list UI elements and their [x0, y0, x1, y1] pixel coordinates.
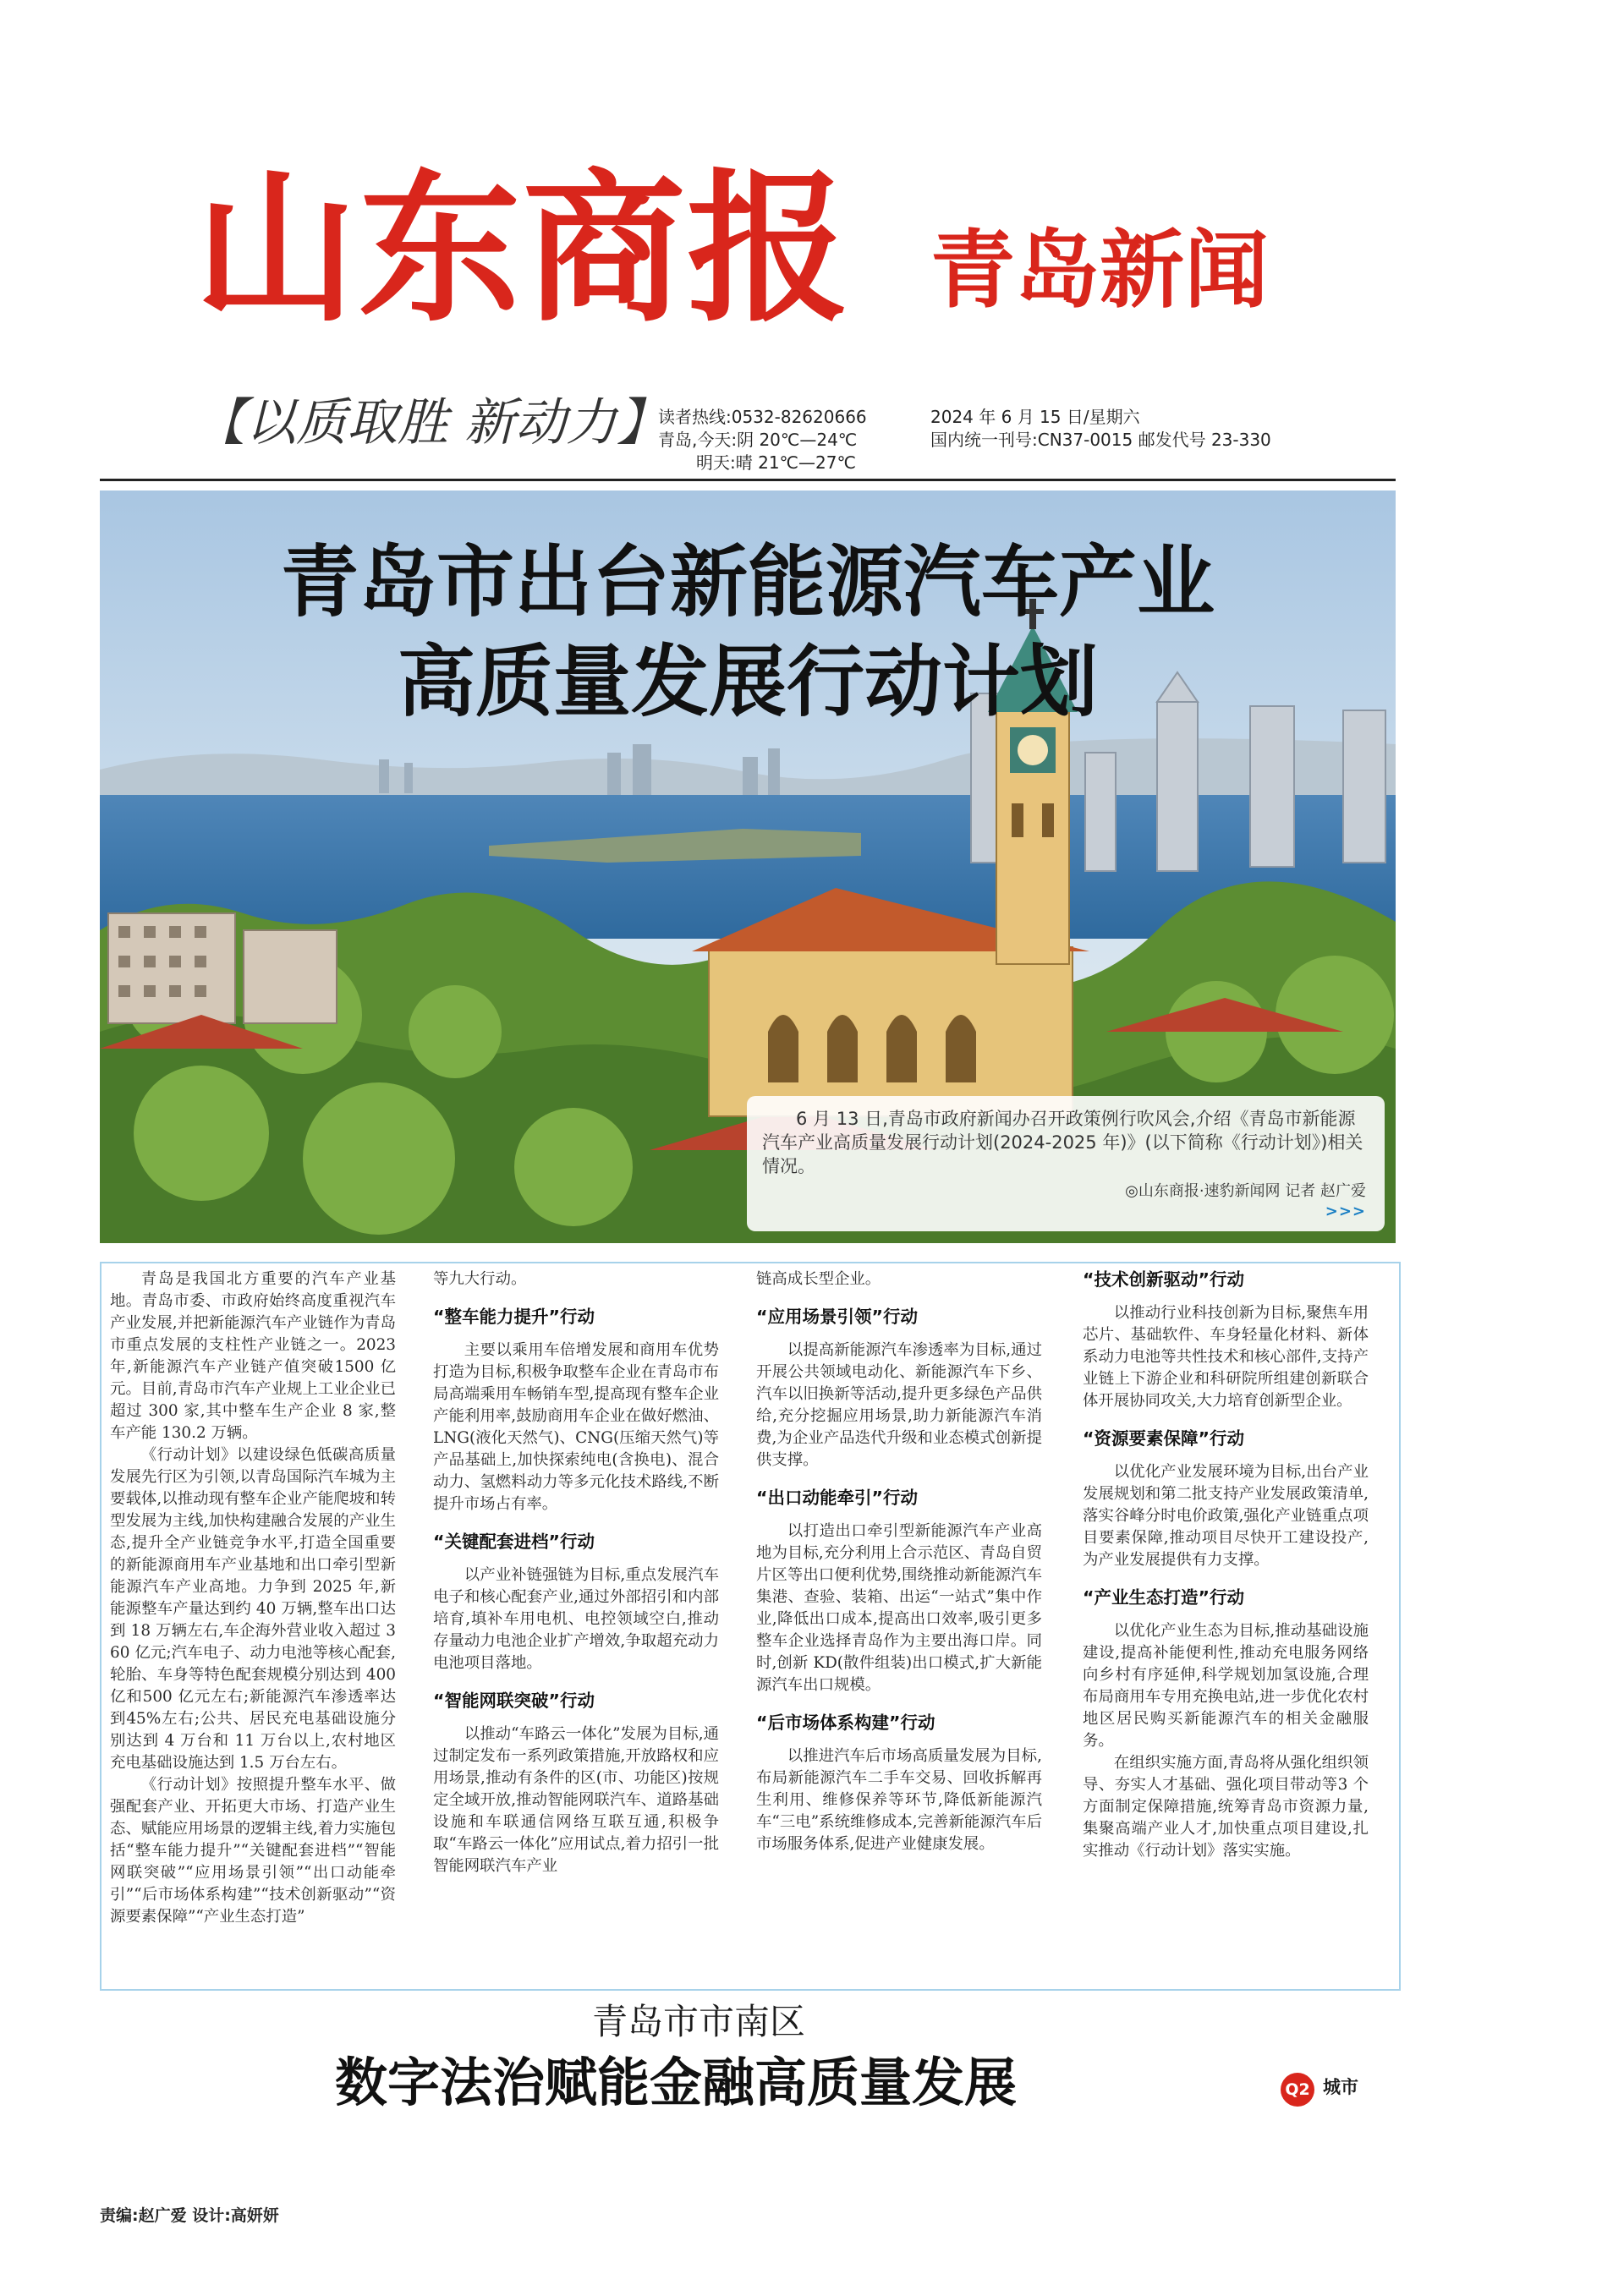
paragraph: 以产业补链强链为目标,重点发展汽车电子和核心配套产业,通过外部招引和内部培育,填补车用电机、电控领域空白,推动存量动力电池企业扩产增效,争取超充动力电池项目落地。 [433, 1566, 719, 1672]
paragraph: 以推进汽车后市场高质量发展为目标,布局新能源汽车二手车交易、回收拆解再生利用、维修保养等环节,降低新能源汽车“三电”系统维修成本,完善新能源汽车后市场服务体系,促进产业健康发展。 [756, 1747, 1042, 1853]
weather-today: 青岛,今天:阴 20℃—24℃ [658, 430, 858, 450]
section-heading: “产业生态打造”行动 [1083, 1587, 1244, 1608]
more-arrows-icon[interactable]: >>> [1325, 1203, 1366, 1220]
article-column-2 [433, 1269, 719, 1877]
article-column-1 [110, 1269, 396, 1928]
weather-tomorrow: 明天:晴 21℃—27℃ [696, 452, 856, 473]
section-heading: “应用场景引领”行动 [756, 1307, 918, 1327]
page-section-label[interactable]: 城市 [1323, 2077, 1358, 2097]
staff-credits: 责编:赵广爱 设计:高妍妍 [100, 2206, 279, 2225]
paragraph: 以推动“车路云一体化”发展为目标,通过制定发布一系列政策措施,开放路权和应用场景,推动有条件的区(市、功能区)按规定全域开放,推动智能网联汽车、道路基础设施和车联通信网络互联互通,积极争取“车路云一体化”应用试点,着力招引一批智能网联汽车产业 [433, 1725, 719, 1875]
headline [100, 533, 1396, 732]
photo-credit: ◎山东商报·速豹新闻网 记者 赵广爱 [1125, 1182, 1366, 1200]
section-heading: “关键配套进档”行动 [433, 1532, 595, 1552]
page-number-badge[interactable]: Q2 [1281, 2073, 1314, 2107]
teaser-title[interactable]: 数字法治赋能金融高质量发展 [335, 2052, 1018, 2113]
paragraph: 主要以乘用车倍增发展和商用车优势打造为目标,积极争取整车企业在青岛市布局高端乘用车畅销车型,提高现有整车企业产能利用率,鼓励商用车企业在做好燃油、LNG(液化天然气)、CNG(压缩天然气)等产品基础上,加快探索纯电(含换电)、混合动力、氢燃料动力等多元化技术路线,不断提升市场占有率。 [433, 1341, 719, 1513]
section-heading: “后市场体系构建”行动 [756, 1712, 935, 1733]
paragraph: 以推动行业科技创新为目标,聚焦车用芯片、基础软件、车身轻量化材料、新体系动力电池等共性技术和核心部件,支持产业链上下游企业和科研院所组建创新联合体开展协同攻关,大力培育创新型企业。 [1083, 1304, 1369, 1410]
paragraph: 以优化产业生态为目标,推动基础设施建设,提高补能便利性,推动充电服务网络向乡村有序延伸,科学规划加氢设施,合理布局商用车专用充换电站,进一步优化农村地区居民购买新能源汽车的相关金融服务。 [1083, 1622, 1369, 1750]
paragraph: 以优化产业发展环境为目标,出台产业发展规划和第二批支持产业发展政策清单,落实谷峰分时电价政策,强化产业链重点项目要素保障,推动项目尽快开工建设投产,为产业发展提供有力支撑。 [1083, 1463, 1369, 1569]
registration-number: 国内统一刊号:CN37-0015 邮发代号 23-330 [930, 430, 1271, 450]
masthead-divider [100, 479, 1396, 481]
paragraph: 《行动计划》按照提升整车水平、做强配套产业、开拓更大市场、打造产业生态、赋能应用场景的逻辑主线,着力实施包括“整车能力提升”“关键配套进档”“智能网联突破”“应用场景引领”“出口动能牵引”“后市场体系构建”“技术创新驱动”“资源要素保障”“产业生态打造” [110, 1776, 396, 1926]
masthead-slogan: 【以质取胜 新动力】 [195, 393, 668, 452]
masthead-edition: 青岛新闻 [930, 221, 1269, 320]
section-heading: “出口动能牵引”行动 [756, 1488, 918, 1508]
photo-caption [747, 1096, 1385, 1231]
section-heading: “整车能力提升”行动 [433, 1307, 595, 1327]
paragraph: 《行动计划》以建设绿色低碳高质量发展先行区为引领,以青岛国际汽车城为主要载体,以推动现有整车企业产能爬坡和转型发展为主线,加快构建融合发展的产业生态,提升全产业链竞争水平,打造全国重要的新能源商用车产业基地和出口牵引型新能源汽车产业高地。力争到 2025 年,新能源整车产量达到约 40 万辆,整车出口达到 18 万辆左右,车企海外营业收入超过 360 亿元;汽车电子、动力电池等核心配套,轮胎、车身等特色配套规模分别达到 400 亿和500 亿元左右;新能源汽车渗透率达到45%左右;公共、居民充电基础设施分别达到 4 万台和 11 万台以上,农村地区充电基础设施达到 1.5 万台左右。 [110, 1446, 396, 1772]
paragraph: 青岛是我国北方重要的汽车产业基地。青岛市委、市政府始终高度重视汽车产业发展,并把新能源汽车产业链作为青岛市重点发展的支柱性产业链之一。2023 年,新能源汽车产业链产值突破1500 亿元。目前,青岛市汽车产业规上工业企业已超过 300 家,其中整车生产企业 8 家,整车产能 130.2 万辆。 [110, 1270, 396, 1442]
article-column-4 [1083, 1269, 1369, 1862]
paragraph: 链高成长型企业。 [756, 1270, 881, 1288]
paragraph: 以打造出口牵引型新能源汽车产业高地为目标,充分利用上合示范区、青岛自贸片区等出口便利优势,围绕推动新能源汽车集港、查验、装箱、出运“一站式”集中作业,降低出口成本,提高出口效率,吸引更多整车企业选择青岛作为主要出海口岸。同时,创新 KD(散件组装)出口模式,扩大新能源汽车出口规模。 [756, 1522, 1042, 1694]
article-column-3 [756, 1269, 1042, 1855]
headline-line-2: 高质量发展行动计划 [397, 637, 1098, 727]
masthead-title: 山东商报 [195, 156, 851, 344]
photo-caption-text: 6 月 13 日,青岛市政府新闻办召开政策例行吹风会,介绍《青岛市新能源汽车产业高质量发展行动计划(2024-2025 年)》(以下简称《行动计划》)相关情况。 [762, 1109, 1363, 1176]
headline-line-1: 青岛市出台新能源汽车产业 [280, 537, 1215, 627]
section-heading: “智能网联突破”行动 [433, 1690, 595, 1711]
section-heading: “技术创新驱动”行动 [1083, 1269, 1244, 1290]
teaser-subtitle[interactable]: 青岛市市南区 [592, 2001, 806, 2042]
paragraph: 以提高新能源汽车渗透率为目标,通过开展公共领域电动化、新能源汽车下乡、汽车以旧换新等活动,提升更多绿色产品供给,充分挖掘应用场景,助力新能源汽车消费,为企业产品迭代升级和业态模式创新提供支撑。 [756, 1341, 1042, 1469]
paragraph: 在组织实施方面,青岛将从强化组织领导、夯实人才基础、强化项目带动等3 个方面制定保障措施,统筹青岛市资源力量,集聚高端产业人才,加快重点项目建设,扎实推动《行动计划》落实实施。 [1083, 1754, 1369, 1860]
section-heading: “资源要素保障”行动 [1083, 1428, 1244, 1449]
paragraph: 等九大行动。 [433, 1270, 527, 1288]
issue-date: 2024 年 6 月 15 日/星期六 [930, 407, 1140, 427]
reader-hotline: 读者热线:0532-82620666 [658, 407, 867, 427]
